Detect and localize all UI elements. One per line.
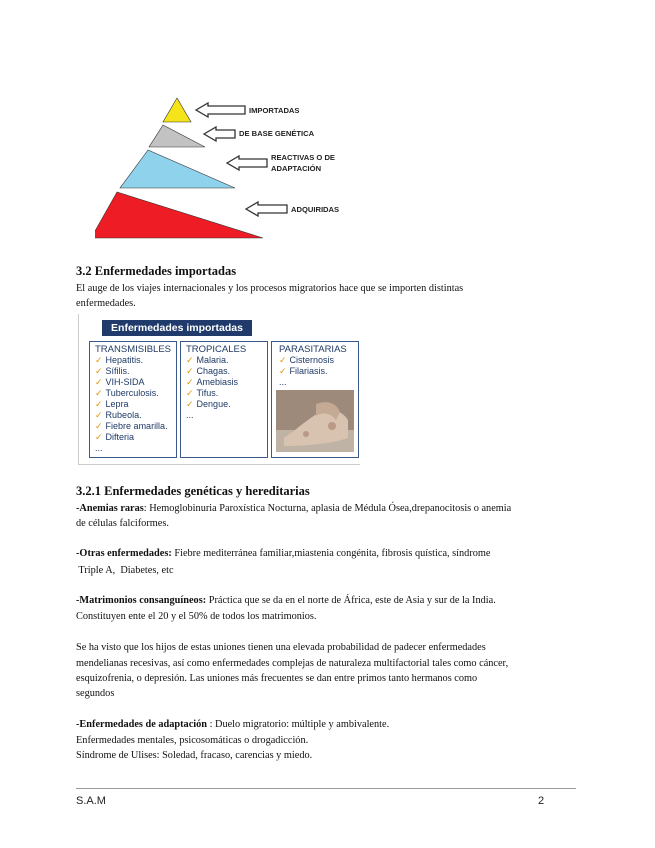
column-head: TRANSMISIBLES	[95, 344, 172, 355]
section-title-geneticas: 3.2.1 Enfermedades genéticas y hereditarias	[76, 484, 310, 498]
item-text: Sífilis.	[105, 366, 130, 376]
paragraph-line	[76, 546, 490, 561]
check-icon: ✓	[95, 410, 103, 420]
table-list-item	[95, 421, 176, 432]
paragraph-line	[76, 593, 496, 608]
item-text: Malaria.	[196, 355, 229, 365]
column-head: TROPICALES	[186, 344, 247, 355]
column-head: PARASITARIAS	[279, 344, 347, 355]
item-text: Filariasis.	[289, 366, 328, 376]
check-icon: ✓	[95, 421, 103, 431]
footer-author: S.A.M	[76, 795, 106, 807]
table-list-item	[95, 399, 176, 410]
check-icon: ✓	[95, 355, 103, 365]
table-title: Enfermedades importadas	[102, 320, 252, 336]
paragraph-line: Enfermedades mentales, psicosomáticas o drogadicción.	[76, 735, 309, 746]
item-text: Lepra	[105, 399, 129, 409]
importadas-table-figure	[78, 314, 360, 465]
check-icon: ✓	[279, 366, 287, 376]
paragraph-line: Constituyen ente el 20 y el 50% de todos los matrimonios.	[76, 611, 317, 622]
table-list-item	[186, 388, 267, 399]
pyramid-level-reactivas	[120, 150, 235, 188]
item-text: Amebiasis	[196, 377, 239, 387]
table-list-item	[95, 366, 176, 377]
pyramid-label-genetica: DE BASE GENÉTICA	[239, 129, 315, 138]
item-text: Chagas.	[196, 366, 231, 376]
column-parasitarias	[271, 341, 359, 458]
item-text: Fiebre amarilla.	[105, 421, 168, 431]
check-icon: ✓	[95, 432, 103, 442]
pyramid-label-adquiridas: ADQUIRIDAS	[291, 205, 340, 214]
column-tropicales	[180, 341, 268, 458]
pyramid-label-reactivas-2: ADAPTACIÓN	[271, 164, 322, 173]
section-title-importadas: 3.2 Enfermedades importadas	[76, 264, 237, 278]
text: : Hemoglobinuria Paroxística Nocturna, aplasia de Médula Ósea,drepanocitosis o anemia	[143, 503, 512, 514]
table-more: ...	[279, 377, 287, 387]
item-text: Rubeola.	[105, 410, 142, 420]
item-text: Dengue.	[196, 399, 231, 409]
table-list-item	[95, 355, 176, 366]
pyramid-diagram	[95, 92, 365, 252]
table-list-item	[95, 410, 176, 421]
table-more: ...	[95, 443, 103, 453]
column-transmisibles	[89, 341, 177, 458]
term-matrimonios: -Matrimonios consanguíneos:	[76, 595, 207, 606]
item-text: Tuberculosis.	[105, 388, 159, 398]
item-text: VIH-SIDA	[105, 377, 145, 387]
item-text: Hepatitis.	[105, 355, 144, 365]
paragraph-line: mendelianas recesivas, así como enfermedades complejas de naturaleza multifactorial tales como cáncer,	[76, 658, 509, 669]
pyramid-label-reactivas-1: REACTIVAS O DE	[271, 153, 335, 162]
term-adaptacion: -Enfermedades de adaptación	[76, 719, 207, 730]
text: Práctica que se da en el norte de África, este de Asia y sur de la India.	[206, 595, 496, 606]
check-icon: ✓	[95, 388, 103, 398]
check-icon: ✓	[186, 399, 194, 409]
text: Fiebre mediterránea familiar,miastenia congénita, fibrosis quística, síndrome	[171, 548, 491, 559]
table-list-item	[279, 355, 358, 366]
check-icon: ✓	[186, 388, 194, 398]
paragraph-line	[76, 501, 511, 516]
foot-photo	[276, 390, 354, 452]
check-icon: ✓	[279, 355, 287, 365]
paragraph-line: esquizofrenia, o depresión. Las uniones más frecuentes se dan entre primos tanto hermanos como	[76, 673, 478, 684]
paragraph-line: Se ha visto que los hijos de estas uniones tienen una elevada probabilidad de padecer enfermedades	[76, 642, 486, 653]
check-icon: ✓	[186, 366, 194, 376]
paragraph-line: El auge de los viajes internacionales y los procesos migratorios hace que se importen distintas	[76, 283, 464, 294]
footer-rule	[76, 788, 576, 789]
check-icon: ✓	[186, 355, 194, 365]
paragraph-line	[76, 717, 389, 732]
item-text: Difteria	[105, 432, 135, 442]
table-list-item	[186, 355, 267, 366]
table-list-item	[186, 399, 267, 410]
pyramid-level-genetica	[149, 125, 205, 147]
item-text: Cisternosis	[289, 355, 335, 365]
table-list-item	[186, 377, 267, 388]
pyramid-level-adquiridas	[95, 192, 263, 238]
paragraph-line: Triple A, Diabetes, etc	[76, 565, 174, 576]
table-list-item	[95, 388, 176, 399]
paragraph-line: enfermedades.	[76, 298, 136, 309]
table-list-item	[95, 432, 176, 443]
check-icon: ✓	[95, 377, 103, 387]
check-icon: ✓	[186, 377, 194, 387]
pyramid-label-importadas: IMPORTADAS	[249, 106, 300, 115]
pyramid-level-importadas	[163, 98, 191, 122]
table-list-item	[95, 377, 176, 388]
check-icon: ✓	[95, 366, 103, 376]
item-text: Tifus.	[196, 388, 219, 398]
table-list-item	[186, 366, 267, 377]
table-list-item	[279, 366, 358, 377]
page-number: 2	[538, 795, 545, 807]
check-icon: ✓	[95, 399, 103, 409]
term-anemias: -Anemias raras	[76, 503, 144, 514]
paragraph-line: de células falciformes.	[76, 518, 169, 529]
table-more: ...	[186, 410, 194, 420]
term-otras: -Otras enfermedades:	[76, 548, 172, 559]
paragraph-line: segundos	[76, 688, 115, 699]
paragraph-line: Síndrome de Ulises: Soledad, fracaso, carencias y miedo.	[76, 750, 313, 761]
text: : Duelo migratorio: múltiple y ambivalente.	[207, 719, 390, 730]
